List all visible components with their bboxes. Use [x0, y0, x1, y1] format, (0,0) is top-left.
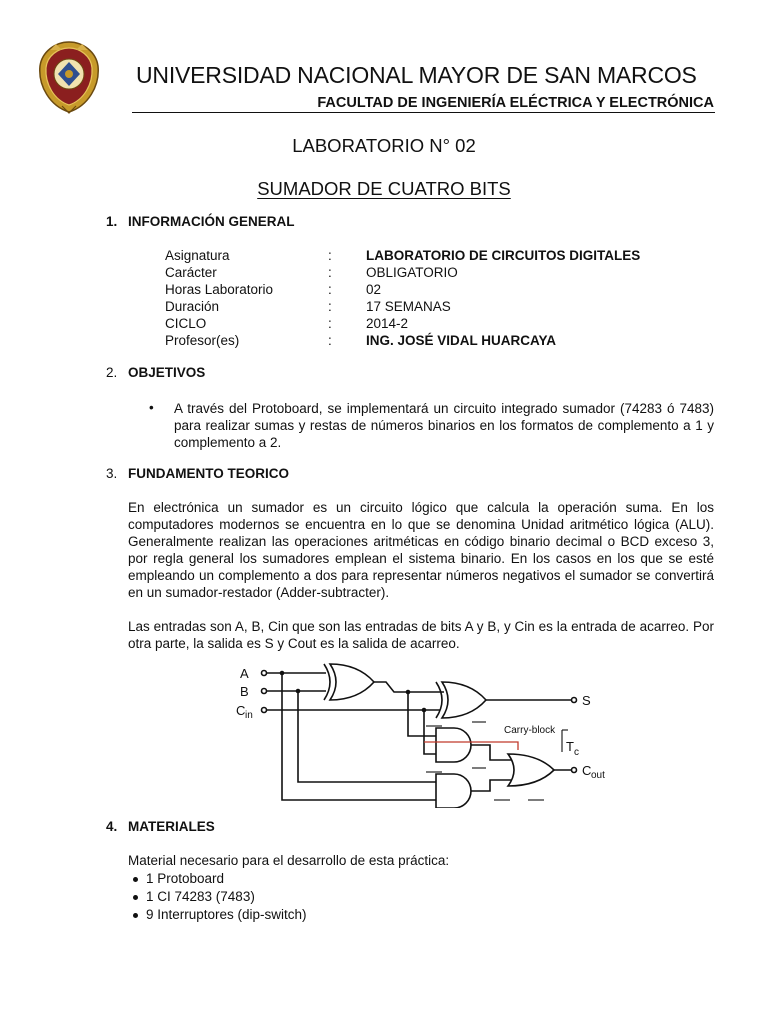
bullet-icon	[133, 877, 138, 882]
output-cout-terminal	[572, 768, 577, 773]
input-cin-terminal	[262, 708, 267, 713]
label-cout: C	[582, 763, 592, 778]
wire-xor1-to-and1	[408, 692, 436, 736]
output-s-terminal	[572, 698, 577, 703]
section-heading-objectives	[106, 365, 205, 380]
section-heading-materials	[106, 819, 215, 834]
section-number: 1.	[106, 214, 118, 229]
info-separator: :	[328, 333, 332, 348]
info-label: Carácter	[165, 265, 217, 280]
list-item	[128, 906, 449, 924]
theory-paragraph-1: En electrónica un sumador es un circuito lógico que calcula la operación suma. En los computadores modernos se encuentra en lo que se denomina Unidad aritmético lógica (ALU). Generalmente realizan las operaciones aritméticas en código binario decimal o BCD exceso 3, por regla general los sumadores emplean el sistema binario. En los casos en los que se esté empleando un complemento a dos para representar números negativos el sumador se convertirá en un sumador-restador (Adder-subtracter).	[128, 500, 714, 600]
bullet-icon	[133, 895, 138, 900]
label-carry-block: Carry-block	[504, 725, 556, 736]
header-divider	[132, 112, 715, 113]
info-value: LABORATORIO DE CIRCUITOS DIGITALES	[366, 248, 641, 263]
section-title: INFORMACIÓN GENERAL	[128, 214, 295, 229]
label-b: B	[240, 684, 249, 699]
label-tc-sub: c	[574, 747, 579, 758]
list-item-text: 1 CI 74283 (7483)	[146, 889, 255, 904]
theory-paragraph-2: Las entradas son A, B, Cin que son las entradas de bits A y B, y Cin es la entrada de acarreo. Por otra parte, la salida es S y Cout es la salida de acarreo.	[128, 619, 714, 651]
bullet-icon	[133, 913, 138, 918]
section-number: 2.	[106, 365, 118, 380]
section-title: MATERIALES	[128, 819, 215, 834]
university-name: UNIVERSIDAD NACIONAL MAYOR DE SAN MARCOS	[136, 62, 697, 88]
info-value: OBLIGATORIO	[366, 265, 458, 280]
label-cout-sub: out	[591, 770, 605, 781]
label-cin: C	[236, 703, 246, 718]
bullet-icon: •	[149, 400, 154, 415]
document-title: SUMADOR DE CUATRO BITS	[257, 178, 511, 199]
info-separator: :	[328, 299, 332, 314]
materials-list	[128, 852, 449, 924]
junction-dot	[296, 689, 301, 694]
xor2-gate	[442, 682, 486, 718]
label-s: S	[582, 693, 591, 708]
info-label: Duración	[165, 299, 220, 314]
input-a-terminal	[262, 671, 267, 676]
section-title: OBJETIVOS	[128, 365, 206, 380]
objective-text: A través del Protoboard, se implementará un circuito integrado sumador (74283 ó 7483) para realizar sumas y restas de números binarios en los formatos de complemento a 1 y complemento a 2.	[174, 401, 714, 450]
info-value: ING. JOSÉ VIDAL HUARCAYA	[366, 333, 557, 348]
info-separator: :	[328, 265, 332, 280]
full-adder-circuit-diagram	[228, 660, 628, 808]
info-label: CICLO	[165, 316, 207, 331]
list-item-text: 9 Interruptores (dip-switch)	[146, 907, 307, 922]
section-number: 4.	[106, 819, 118, 834]
xor1-back-curve	[324, 664, 330, 700]
info-label: Profesor(es)	[165, 333, 240, 348]
faculty-name: FACULTAD DE INGENIERÍA ELÉCTRICA Y ELECTRÓNICA	[317, 95, 714, 111]
junction-dot	[280, 671, 285, 676]
section-number: 3.	[106, 466, 118, 481]
list-item	[128, 870, 449, 888]
junction-dot	[422, 708, 427, 713]
lab-number: LABORATORIO N° 02	[292, 135, 476, 156]
input-b-terminal	[262, 689, 267, 694]
or-gate	[508, 754, 554, 786]
list-item	[128, 888, 449, 906]
section-title: FUNDAMENTO TEORICO	[128, 466, 289, 481]
wire-and2-to-or	[471, 780, 511, 791]
list-item-text: 1 Protoboard	[146, 871, 225, 886]
info-value: 2014-2	[366, 316, 409, 331]
info-value: 02	[366, 282, 382, 297]
info-label: Asignatura	[165, 248, 230, 263]
label-tc: T	[566, 739, 574, 754]
info-separator: :	[328, 282, 332, 297]
info-separator: :	[328, 248, 332, 263]
xor2-back-curve	[436, 682, 442, 718]
section-heading-general-info	[106, 214, 295, 229]
and1-gate	[436, 728, 471, 762]
wire-and1-to-or	[471, 745, 511, 760]
materials-intro: Material necesario para el desarrollo de esta práctica:	[128, 853, 450, 868]
label-cin-sub: in	[245, 710, 253, 721]
info-label: Horas Laboratorio	[165, 282, 274, 297]
wire-cin-to-and1	[424, 710, 436, 754]
university-seal-logo	[38, 40, 100, 114]
junction-dot	[406, 690, 411, 695]
info-separator: :	[328, 316, 332, 331]
xor1-gate	[330, 664, 374, 700]
info-value: 17 SEMANAS	[366, 299, 451, 314]
label-a: A	[240, 666, 249, 681]
section-heading-theory	[106, 466, 289, 481]
and2-gate	[436, 774, 471, 808]
